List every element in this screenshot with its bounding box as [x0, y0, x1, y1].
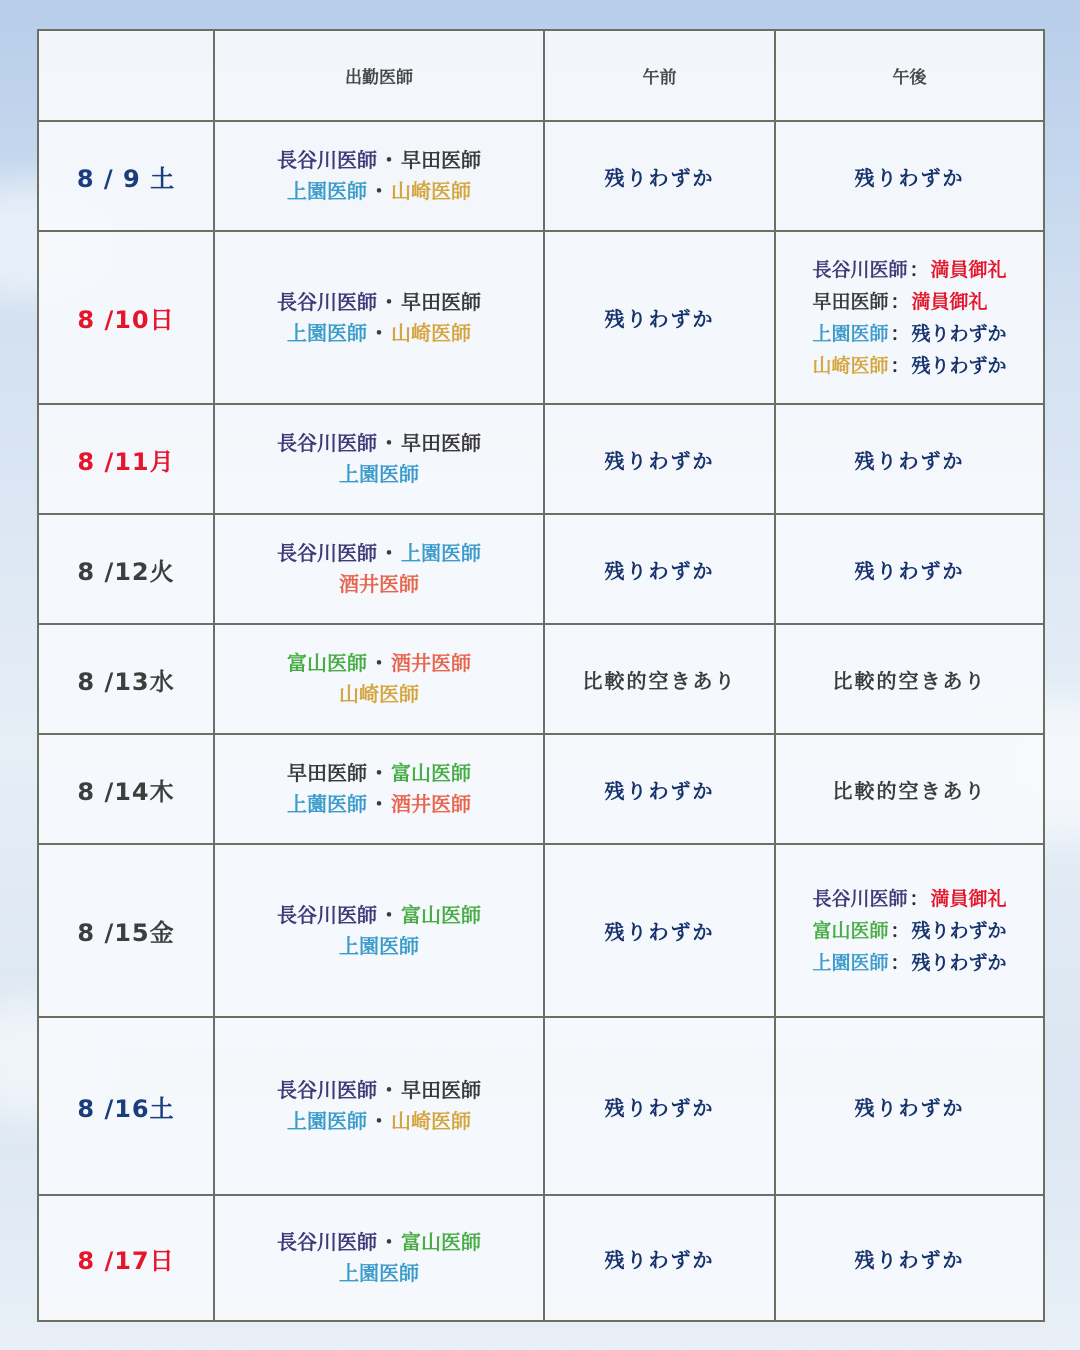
doctors-cell: [214, 404, 544, 514]
table-row: [38, 734, 1044, 844]
doctor-name: 早田医師: [401, 431, 481, 455]
separator-dot: ・: [379, 148, 399, 172]
date-cell: 8 /10日: [38, 231, 214, 404]
doctor-name: 長谷川医師: [277, 289, 377, 314]
doctor-name: 長谷川医師: [277, 541, 377, 565]
doctor-status: 残りわずか: [911, 354, 1007, 377]
pm-status: 残りわずか: [775, 1195, 1044, 1321]
table-row: [38, 844, 1044, 1017]
doctor-line: [215, 789, 543, 820]
pm-status: 残りわずか: [775, 1017, 1044, 1195]
date-cell: 8 /15金: [38, 844, 214, 1017]
date-cell: 8 /11月: [38, 404, 214, 514]
schedule-table: [37, 29, 1045, 1322]
doctor-line: [215, 900, 543, 931]
pm-detail-line: [812, 947, 1006, 979]
doctor-name: 上園医師: [287, 179, 367, 203]
doctor-line: [215, 1258, 543, 1289]
doctor-line: [215, 1227, 543, 1258]
table-row: [38, 514, 1044, 624]
date-cell: 8 /13水: [38, 624, 214, 734]
colon: ：: [909, 258, 929, 281]
table-row: [38, 624, 1044, 734]
doctor-name: 上園医師: [287, 320, 367, 345]
doctor-name: 早田医師: [401, 1078, 481, 1102]
colon: ：: [890, 951, 910, 974]
date-cell: 8 /16土: [38, 1017, 214, 1195]
doctor-name: 長谷川医師: [277, 902, 377, 927]
separator-dot: ・: [379, 289, 399, 314]
doctor-name: 富山医師: [812, 919, 889, 942]
doctor-line: [215, 1106, 543, 1137]
date-cell: 8 /12火: [38, 514, 214, 624]
doctor-name: 上園医師: [339, 1261, 419, 1285]
doctor-name: 上薗医師: [287, 792, 367, 816]
pm-status: 比較的空きあり: [775, 734, 1044, 844]
doctor-name: 上園医師: [339, 933, 419, 958]
separator-dot: ・: [369, 320, 389, 345]
doctor-status: 満員御礼: [930, 258, 1007, 281]
doctor-line: [215, 538, 543, 569]
doctor-status: 残りわずか: [911, 919, 1007, 942]
separator-dot: ・: [379, 541, 399, 565]
doctor-line: [215, 318, 543, 349]
doctor-name: 早田医師: [812, 290, 889, 313]
doctor-name: 山崎医師: [339, 682, 419, 706]
doctors-cell: [214, 121, 544, 231]
doctor-name: 上園医師: [339, 462, 419, 486]
doctors-cell: [214, 231, 544, 404]
table-row: [38, 121, 1044, 231]
doctor-line: [215, 428, 543, 459]
am-status: 残りわずか: [544, 404, 775, 514]
doctor-name: 富山医師: [401, 1230, 481, 1254]
pm-detail-line: [812, 286, 1006, 318]
doctor-status: 残りわずか: [911, 322, 1007, 345]
doctor-line: [215, 648, 543, 679]
doctor-name: 長谷川医師: [277, 431, 377, 455]
doctor-name: 富山医師: [401, 902, 481, 927]
colon: ：: [890, 919, 910, 942]
separator-dot: ・: [379, 1078, 399, 1102]
am-status: 残りわずか: [544, 734, 775, 844]
header-row: [38, 30, 1044, 121]
table-row: [38, 404, 1044, 514]
doctor-status: 残りわずか: [911, 951, 1007, 974]
doctor-name: 上園医師: [287, 1109, 367, 1133]
separator-dot: ・: [369, 179, 389, 203]
header-doctors: 出勤医師: [214, 30, 544, 121]
pm-status: 残りわずか: [775, 514, 1044, 624]
pm-detail-line: [812, 350, 1006, 382]
separator-dot: ・: [369, 761, 389, 785]
doctor-line: [215, 569, 543, 600]
doctor-name: 早田医師: [287, 761, 367, 785]
doctor-name: 富山医師: [391, 761, 471, 785]
table-row: [38, 1195, 1044, 1321]
doctor-name: 富山医師: [287, 651, 367, 675]
pm-status: 残りわずか: [775, 121, 1044, 231]
doctor-name: 長谷川医師: [277, 1230, 377, 1254]
doctor-name: 上園医師: [401, 541, 481, 565]
doctor-name: 酒井医師: [391, 651, 471, 675]
doctor-line: [215, 145, 543, 176]
header-am: 午前: [544, 30, 775, 121]
doctors-cell: [214, 844, 544, 1017]
doctor-name: 酒井医師: [339, 572, 419, 596]
doctor-name: 山崎医師: [812, 354, 889, 377]
doctor-name: 長谷川医師: [812, 258, 908, 281]
doctor-status: 満員御礼: [930, 887, 1007, 910]
am-status: 残りわずか: [544, 121, 775, 231]
am-status: 比較的空きあり: [544, 624, 775, 734]
doctors-cell: [214, 624, 544, 734]
doctor-line: [215, 459, 543, 490]
header-pm: 午後: [775, 30, 1044, 121]
doctor-name: 長谷川医師: [277, 1078, 377, 1102]
doctor-name: 山崎医師: [391, 1109, 471, 1133]
doctor-line: [215, 1075, 543, 1106]
separator-dot: ・: [379, 431, 399, 455]
doctors-cell: [214, 514, 544, 624]
doctor-status: 満員御礼: [911, 290, 988, 313]
table-row: [38, 231, 1044, 404]
doctor-line: [215, 176, 543, 207]
doctor-name: 山崎医師: [391, 179, 471, 203]
pm-detail-line: [812, 883, 1006, 915]
pm-detail-line: [812, 318, 1006, 350]
pm-detail-line: [812, 915, 1006, 947]
separator-dot: ・: [369, 651, 389, 675]
separator-dot: ・: [379, 902, 399, 927]
pm-status: 残りわずか: [775, 404, 1044, 514]
doctor-line: [215, 758, 543, 789]
table-row: [38, 1017, 1044, 1195]
doctor-name: 山崎医師: [391, 320, 471, 345]
pm-detail-list: [812, 254, 1006, 382]
separator-dot: ・: [379, 1230, 399, 1254]
header-date: [38, 30, 214, 121]
pm-detail-cell: [775, 844, 1044, 1017]
am-status: 残りわずか: [544, 514, 775, 624]
pm-status: 比較的空きあり: [775, 624, 1044, 734]
doctor-name: 上園医師: [812, 951, 889, 974]
doctor-line: [215, 679, 543, 710]
am-status: 残りわずか: [544, 1017, 775, 1195]
am-status: 残りわずか: [544, 1195, 775, 1321]
pm-detail-list: [812, 883, 1006, 979]
doctor-line: [215, 287, 543, 318]
separator-dot: ・: [369, 792, 389, 816]
doctors-cell: [214, 734, 544, 844]
doctor-name: 長谷川医師: [812, 887, 908, 910]
doctor-name: 早田医師: [401, 148, 481, 172]
colon: ：: [909, 887, 929, 910]
colon: ：: [890, 322, 910, 345]
colon: ：: [890, 354, 910, 377]
doctor-name: 上園医師: [812, 322, 889, 345]
date-cell: 8 /17日: [38, 1195, 214, 1321]
date-cell: 8 / 9 土: [38, 121, 214, 231]
doctor-line: [215, 931, 543, 962]
colon: ：: [890, 290, 910, 313]
doctor-name: 長谷川医師: [277, 148, 377, 172]
doctors-cell: [214, 1195, 544, 1321]
am-status: 残りわずか: [544, 231, 775, 404]
doctor-name: 酒井医師: [391, 792, 471, 816]
pm-detail-line: [812, 254, 1006, 286]
separator-dot: ・: [369, 1109, 389, 1133]
date-cell: 8 /14木: [38, 734, 214, 844]
am-status: 残りわずか: [544, 844, 775, 1017]
pm-detail-cell: [775, 231, 1044, 404]
doctor-name: 早田医師: [401, 289, 481, 314]
doctors-cell: [214, 1017, 544, 1195]
